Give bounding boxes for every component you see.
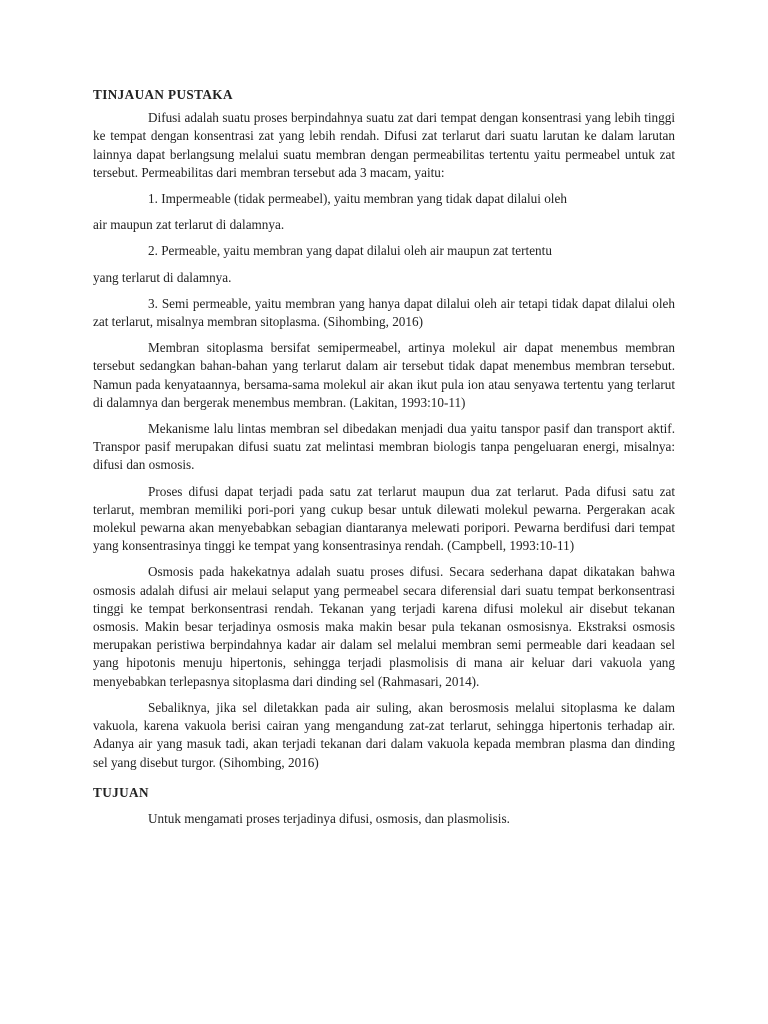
list-item-3: 3. Semi permeable, yaitu membran yang hanya dapat dilalui oleh air tetapi tidak dapat dilalui oleh zat terlarut, misalnya membran sitoplasma. (Sihombing, 2016) (93, 295, 675, 330)
list-item-1-line-1: 1. Impermeable (tidak permeabel), yaitu membran yang tidak dapat dilalui oleh (148, 191, 567, 207)
list-item-2-line-2: yang terlarut di dalamnya. (93, 269, 232, 285)
section-heading-tinjauan-pustaka: TINJAUAN PUSTAKA (93, 87, 233, 102)
paragraph-sebaliknya: Sebaliknya, jika sel diletakkan pada air suling, akan berosmosis melalui sitoplasma ke dalam vakuola, karena vakuola berisi cairan yang mengandung zat-zat terlarut, sehingga hipertonis terhadap air. Adanya air yang masuk tadi, akan terjadi tekanan dari dalam vakuola kepada membran plasma dan dinding sel yang disebut turgor. (Sihombing, 2016) (93, 699, 675, 770)
list-item-1-line-2: air maupun zat terlarut di dalamnya. (93, 217, 285, 233)
section-heading-tujuan: TUJUAN (93, 784, 149, 800)
paragraph-difusi: Difusi adalah suatu proses berpindahnya suatu zat dari tempat dengan konsentrasi yang lebih tinggi ke tempat dengan konsentrasi zat yang lebih rendah. Difusi zat terlarut dari suatu larutan ke dalam larutan lainnya dapat berlangsung melalui suatu membran dengan permeabilitas tertentu yaitu permeabel untuk zat tersebut. Permeabilitas dari membran tersebut ada 3 macam, yaitu: (93, 110, 675, 180)
document-page (93, 86, 675, 828)
paragraph-membran-sitoplasma: Membran sitoplasma bersifat semipermeabel, artinya molekul air dapat menembus membran tersebut sedangkan bahan-bahan yang terlarut dalam air tersebut tidak dapat menembus membran tersebut. Namun pada kenyataannya, bersama-sama molekul air akan ikut pula ion atau senyawa tertentu yang terlarut di dalamnya dan bergerak menembus membran. (Lakitan, 1993:10-11) (93, 340, 675, 410)
paragraph-tujuan: Untuk mengamati proses terjadinya difusi, osmosis, dan plasmolisis. (148, 810, 510, 826)
paragraph-mekanisme: Mekanisme lalu lintas membran sel dibedakan menjadi dua yaitu tanspor pasif dan transport aktif. Transpor pasif merupakan difusi suatu zat melintasi membran biologis tanpa pengeluaran energi, misalnya: difusi dan osmosis. (93, 421, 675, 473)
paragraph-proses-difusi: Proses difusi dapat terjadi pada satu zat terlarut maupun dua zat terlarut. Pada difusi satu zat terlarut, membran memiliki pori-pori yang cukup besar untuk dilewati molekul pewarna. Pergerakan acak molekul pewarna akan menyebabkan sebagian diantaranya melewati poripori. Pewarna berdifusi dari tempat yang konsentrasinya tinggi ke tempat yang konsentrasinya rendah. (Campbell, 1993:10-11) (93, 483, 675, 554)
list-item-2-line-1: 2. Permeable, yaitu membran yang dapat dilalui oleh air maupun zat tertentu (148, 243, 552, 259)
paragraph-osmosis: Osmosis pada hakekatnya adalah suatu proses difusi. Secara sederhana dapat dikatakan bahwa osmosis adalah difusi air melaui selaput yang permeabel secara diferensial dari suatu tempat berkonsentrasi tinggi ke tempat berkonsentrasi rendah. Tekanan yang terjadi karena difusi molekul air disebut tekanan osmosis. Makin besar terjadinya osmosis maka makin besar pula tekanan osmosisnya. Ekstraksi osmosis merupakan peristiwa berpindahnya kadar air dalam sel melalui membran semi permeable dari keadaan sel yang hipotonis menuju hipertonis, sehingga terjadi plasmolisis di mana air keluar dari vakuola yang menyebabkan terlepasnya sitoplasma dari dinding sel (Rahmasari, 2014). (93, 564, 675, 689)
